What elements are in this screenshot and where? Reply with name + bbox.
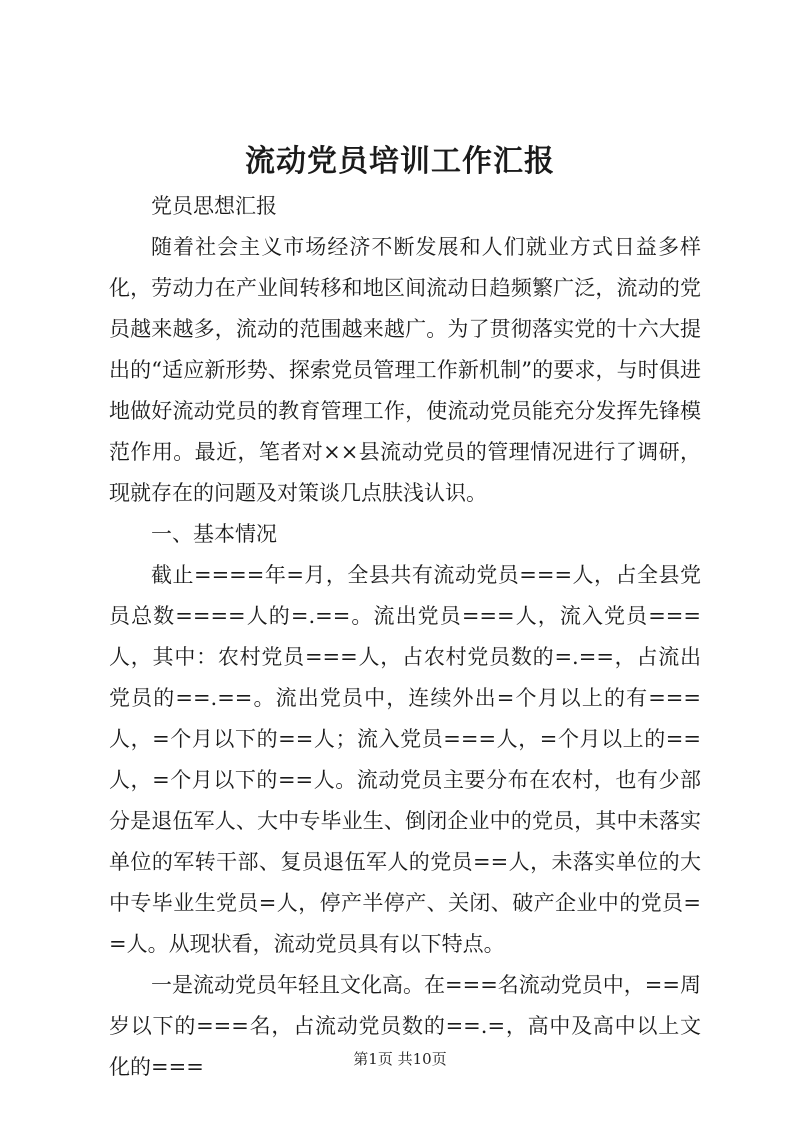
document-body (109, 186, 701, 1088)
paragraph-intro: 随着社会主义市场经济不断发展和人们就业方式日益多样化，劳动力在产业间转移和地区间流动日趋频繁广泛，流动的党员越来越多，流动的范围越来越广。为了贯彻落实党的十六大提出的“适应新形势、探索党员管理工作新机制”的要求，与时俱进地做好流动党员的教育管理工作，使流动党员能充分发挥先锋模范作用。最近，笔者对××县流动党员的管理情况进行了调研，现就存在的问题及对策谈几点肤浅认识。 (109, 235, 701, 505)
paragraph-heading-report: 党员思想汇报 (151, 194, 277, 218)
paragraph-statistics: 截止====年=月，全县共有流动党员===人，占全县党员总数====人的=.==。流出党员===人，流入党员===人，其中：农村党员===人，占农村党员数的=.==，占流出党员的==.==。流出党员中，连续外出=个月以上的有===人，=个月以下的==人；流入党员===人，=个月以上的==人，=个月以下的==人。流动党员主要分布在农村，也有少部分是退伍军人、大中专毕业生、倒闭企业中的党员，其中未落实单位的军转干部、复员退伍军人的党员==人，未落实单位的大中专毕业生党员=人，停产半停产、关闭、破产企业中的党员==人。从现状看，流动党员具有以下特点。 (109, 563, 701, 956)
paragraph-feature-one: 一是流动党员年轻且文化高。在===名流动党员中，==周岁以下的===名，占流动党员数的==.=，高中及高中以上文化的=== (109, 973, 701, 1079)
section-heading-basic-situation: 一、基本情况 (151, 522, 277, 546)
document-title: 流动党员培训工作汇报 (245, 144, 555, 179)
page-number-footer: 第1页 共10页 (353, 1050, 447, 1068)
